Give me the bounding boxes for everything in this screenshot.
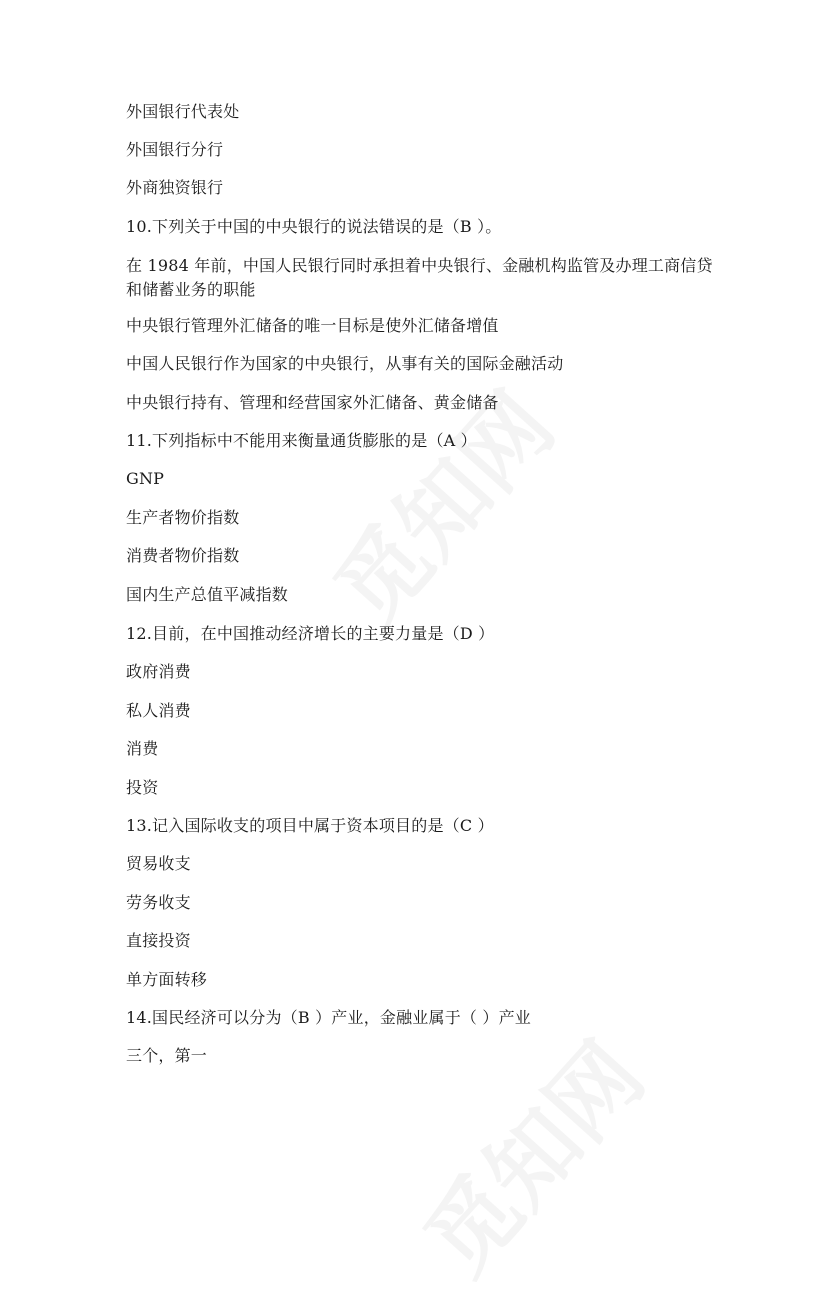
option-text: 直接投资: [126, 931, 191, 950]
option-text: 消费者物价指数: [126, 546, 240, 565]
option-text: 消费: [126, 739, 159, 758]
question-text: 12.目前，在中国推动经济增长的主要力量是（D ）: [126, 624, 495, 643]
option-text: 中国人民银行作为国家的中央银行，从事有关的国际金融活动: [126, 354, 564, 373]
option-text: 政府消费: [126, 662, 191, 681]
option-text: 外国银行代表处: [126, 102, 240, 121]
question-text: 11.下列指标中不能用来衡量通货膨胀的是（A ）: [126, 431, 477, 450]
question-text: 10.下列关于中国的中央银行的说法错误的是（B ）。: [126, 217, 502, 236]
option-text: 外国银行分行: [126, 140, 224, 159]
option-text: 生产者物价指数: [126, 508, 240, 527]
watermark: [390, 1009, 667, 1297]
question-text: 13.记入国际收支的项目中属于资本项目的是（C ）: [126, 816, 494, 835]
option-text: 私人消费: [126, 701, 191, 720]
option-text: 贸易收支: [126, 854, 191, 873]
option-text: 劳务收支: [126, 893, 191, 912]
question-text: 14.国民经济可以分为（B ）产业，金融业属于（ ）产业: [126, 1008, 531, 1027]
option-text: 国内生产总值平减指数: [126, 585, 289, 604]
option-text: 三个，第一: [126, 1046, 208, 1065]
option-text: GNP: [126, 469, 165, 488]
option-text: 投资: [126, 778, 159, 797]
watermark-text: [316, 373, 575, 644]
option-text: 中央银行持有、管理和经营国家外汇储备、黄金储备: [126, 393, 499, 412]
option-text: 在 1984 年前，中国人民银行同时承担着中央银行、金融机构监管及办理工商信贷和储蓄业务的职能: [126, 256, 713, 299]
option-text: 外商独资银行: [126, 178, 224, 197]
watermark-text: [406, 1023, 665, 1294]
option-text: 中央银行管理外汇储备的唯一目标是使外汇储备增值: [126, 316, 499, 335]
option-text: 单方面转移: [126, 970, 208, 989]
